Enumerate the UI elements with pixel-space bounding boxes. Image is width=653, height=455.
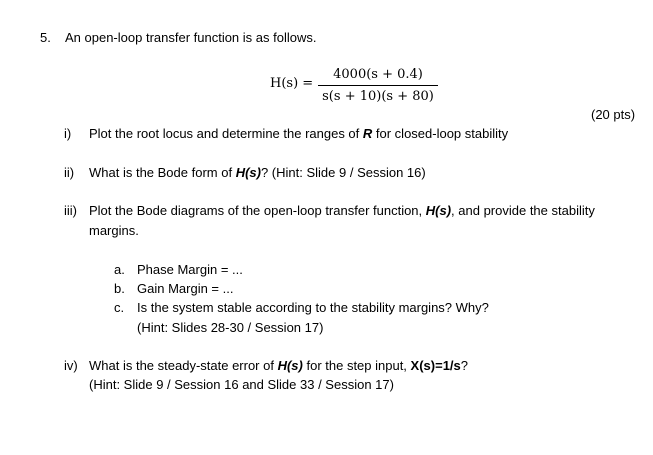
subitem-c-hint: (Hint: Slides 28-30 / Session 17): [137, 320, 324, 335]
points-label: (20 pts): [591, 107, 636, 122]
subitem-a-text: Phase Margin = ...: [137, 262, 243, 277]
part-i-text: Plot the root locus and determine the ranges of R for closed-loop stability: [89, 126, 509, 141]
question-number: 5.: [40, 30, 51, 45]
part-iv-text: What is the steady-state error of H(s) for the step input, X(s)=1/s?: [89, 358, 469, 373]
question-intro: An open-loop transfer function is as follows.: [65, 30, 317, 45]
part-iii-label: iii): [64, 203, 77, 218]
subitem-a-label: a.: [114, 262, 125, 277]
part-iv-label: iv): [64, 358, 78, 373]
fraction-bar: [318, 85, 438, 86]
equation-denominator: s(s + 10)(s + 80): [322, 89, 434, 104]
equation-lhs: H(s) =: [270, 76, 314, 91]
subitem-b-text: Gain Margin = ...: [137, 281, 234, 296]
part-i-label: i): [64, 126, 72, 141]
equation-fraction: [318, 66, 438, 106]
subitem-c-label: c.: [114, 300, 125, 315]
subitem-c-text: Is the system stable according to the stability margins? Why?: [137, 300, 489, 315]
part-ii-text: What is the Bode form of H(s)? (Hint: Slide 9 / Session 16): [89, 165, 426, 180]
part-iii-text: Plot the Bode diagrams of the open-loop transfer function, H(s), and provide the stability: [89, 203, 595, 218]
equation-numerator: 4000(s + 0.4): [333, 67, 423, 82]
part-ii-label: ii): [64, 165, 75, 180]
part-iii-text-line2: margins.: [89, 223, 139, 238]
part-iv-hint: (Hint: Slide 9 / Session 16 and Slide 33 / Session 17): [89, 377, 394, 392]
subitem-b-label: b.: [114, 281, 125, 296]
